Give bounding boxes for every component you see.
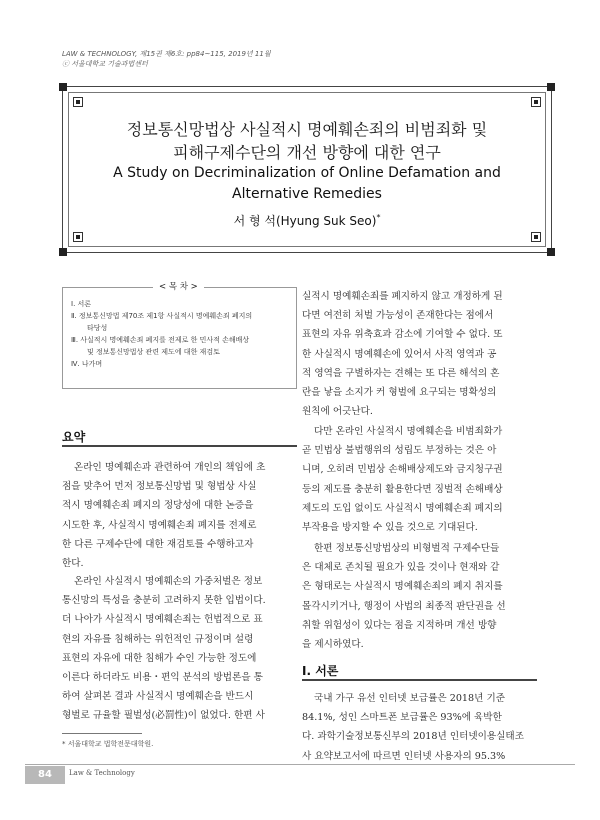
title-english-line2: Alternative Remedies bbox=[232, 186, 382, 202]
text-line: 점을 맞추어 먼저 정보통신망법 및 형법상 사실 bbox=[62, 481, 257, 493]
corner-ornament bbox=[547, 248, 555, 256]
running-title: Law & Technology bbox=[69, 769, 135, 777]
author-footnote-mark: * bbox=[376, 213, 381, 222]
toc-item: Ⅳ. 나가며 bbox=[71, 360, 103, 368]
corner-ornament bbox=[59, 248, 67, 256]
text-line: 더 나아가 사실적시 명예훼손죄는 헌법적으로 표 bbox=[62, 614, 263, 626]
toc-item: Ⅲ. 사실적시 명예훼손죄 폐지를 전제로 한 민사적 손해배상 bbox=[71, 336, 250, 344]
text-line: 다만 온라인 사실적시 명예훼손을 비범죄화가 bbox=[314, 426, 503, 437]
text-line: 부작용을 방지할 수 있을 것으로 기대된다. bbox=[302, 522, 478, 534]
right-paragraph-4 bbox=[302, 689, 537, 766]
text-line: 국내 가구 유선 인터넷 보급률은 2018년 기준 bbox=[314, 693, 505, 704]
title-box bbox=[62, 86, 552, 253]
journal-copyright: ⓒ 서울대학교 기술과법센터 bbox=[62, 60, 148, 68]
section-heading-rule bbox=[302, 679, 537, 681]
journal-citation: LAW & TECHNOLOGY, 제15권 제6호: pp84~115, 2019년 11월 bbox=[62, 50, 271, 58]
footnote: * 서울대학교 법학전문대학원. bbox=[62, 740, 154, 748]
text-line: 적 영역을 구별하자는 견해는 또 다른 해석의 혼 bbox=[302, 367, 500, 379]
text-line: 은 대체로 존치될 필요가 있을 것이나 현재와 같 bbox=[302, 562, 500, 574]
text-line: 통신망의 특성을 충분히 고려하지 못한 입법이다. bbox=[62, 595, 266, 607]
text-line: 란을 낳을 소지가 커 형벌에 요구되는 명확성의 bbox=[302, 387, 497, 399]
right-paragraph-3 bbox=[302, 539, 537, 654]
footnote-rule bbox=[62, 733, 142, 734]
abstract-paragraph-1 bbox=[62, 458, 297, 573]
page-footer bbox=[25, 764, 575, 782]
text-line: 다. 과학기술정보통신부의 2018년 인터넷이용실태조 bbox=[302, 731, 524, 743]
text-line: 온라인 사실적시 명예훼손의 가중처벌은 정보 bbox=[74, 576, 263, 587]
text-line: 84.1%, 성인 스마트폰 보급률은 93%에 육박한 bbox=[302, 712, 502, 724]
title-english-line1: A Study on Decriminalization of Online Defamation and bbox=[113, 165, 501, 181]
text-line: 은 형태로는 사실적시 명예훼손죄의 폐지 취지를 bbox=[302, 581, 503, 593]
abstract-heading-rule bbox=[62, 445, 297, 447]
text-line: 니며, 오히려 민법상 손해배상제도와 금지청구권 bbox=[302, 464, 503, 476]
author bbox=[63, 212, 551, 229]
section-heading-introduction: Ⅰ. 서론 bbox=[302, 664, 339, 678]
text-line: 취할 위험성이 있다는 점을 지적하며 개선 방향 bbox=[302, 619, 497, 631]
square-ornament-icon bbox=[531, 97, 541, 107]
right-paragraph-2 bbox=[302, 422, 537, 537]
toc-heading: < 목 차 > bbox=[153, 280, 204, 292]
text-line: 한편 정보통신망법상의 비형벌적 구제수단들 bbox=[314, 543, 500, 554]
text-line: 곧 민법상 불법행위의 성립도 부정하는 것은 아 bbox=[302, 445, 497, 457]
text-line: 사 요약보고서에 따르면 인터넷 사용자의 95.3% bbox=[302, 750, 506, 762]
toc-item: 및 정보통신망법상 관련 제도에 대한 재검토 bbox=[87, 348, 220, 356]
toc-item: Ⅰ. 서론 bbox=[71, 300, 92, 308]
text-line: 실적시 명예훼손죄를 폐지하지 않고 개정하게 된 bbox=[302, 291, 503, 302]
text-line: 제도의 도입 없이도 사실적시 명예훼손죄 폐지의 bbox=[302, 502, 503, 514]
author-name: 서 형 석(Hyung Suk Seo) bbox=[233, 214, 377, 228]
abstract-heading: 요약 bbox=[62, 430, 86, 444]
text-line: 을 제시하였다. bbox=[302, 639, 364, 651]
square-ornament-icon bbox=[73, 232, 83, 242]
title-korean-line1: 정보통신망법상 사실적시 명예훼손죄의 비범죄화 및 bbox=[126, 120, 488, 139]
corner-ornament bbox=[59, 83, 67, 91]
title-korean-line2: 피해구제수단의 개선 방향에 대한 연구 bbox=[173, 143, 441, 162]
text-line: 한 사실적시 명예훼손에 있어서 사적 영역과 공 bbox=[302, 348, 497, 360]
text-line: 표현의 자유에 대한 침해가 수인 가능한 정도에 bbox=[62, 652, 257, 664]
text-line: 표현의 자유 위축효과 감소에 기여할 수 없다. 또 bbox=[302, 329, 503, 341]
text-line: 이른다 하더라도 비용・편익 분석의 방법론을 통 bbox=[62, 672, 263, 684]
text-line: 온라인 명예훼손과 관련하여 개인의 책임에 초 bbox=[74, 462, 266, 473]
page-number: 84 bbox=[25, 766, 65, 784]
text-line: 한 다른 구제수단에 대한 재검토를 수행하고자 bbox=[62, 538, 254, 550]
corner-ornament bbox=[547, 83, 555, 91]
text-line: 현의 자유를 침해하는 위헌적인 규정이며 설령 bbox=[62, 633, 254, 645]
text-line: 원칙에 어긋난다. bbox=[302, 406, 373, 418]
journal-info bbox=[62, 49, 271, 69]
text-line: 몰각시키거나, 행정이 사법의 최종적 판단권을 선 bbox=[302, 600, 506, 612]
text-line: 하여 살펴본 결과 사실적시 명예훼손을 반드시 bbox=[62, 691, 254, 703]
right-paragraph-1 bbox=[302, 287, 537, 421]
text-line: 한다. bbox=[62, 558, 84, 570]
toc-item: 타당성 bbox=[87, 324, 108, 332]
text-line: 시도한 후, 사실적시 명예훼손죄 폐지를 전제로 bbox=[62, 519, 257, 531]
table-of-contents bbox=[62, 282, 297, 389]
square-ornament-icon bbox=[531, 232, 541, 242]
text-line: 적시 명예훼손죄 폐지의 정당성에 대한 논증을 bbox=[62, 500, 254, 512]
square-ornament-icon bbox=[73, 97, 83, 107]
toc-item: Ⅱ. 정보통신망법 제70조 제1항 사실적시 명예훼손죄 폐지의 bbox=[71, 312, 253, 320]
text-line: 형벌로 규율할 필벌성(必罰性)이 없었다. 한편 사 bbox=[62, 710, 265, 722]
text-line: 등의 제도를 충분히 활용한다면 징벌적 손해배상 bbox=[302, 483, 503, 495]
abstract-paragraph-2 bbox=[62, 572, 297, 726]
text-line: 다면 여전히 처벌 가능성이 존재한다는 점에서 bbox=[302, 310, 494, 322]
